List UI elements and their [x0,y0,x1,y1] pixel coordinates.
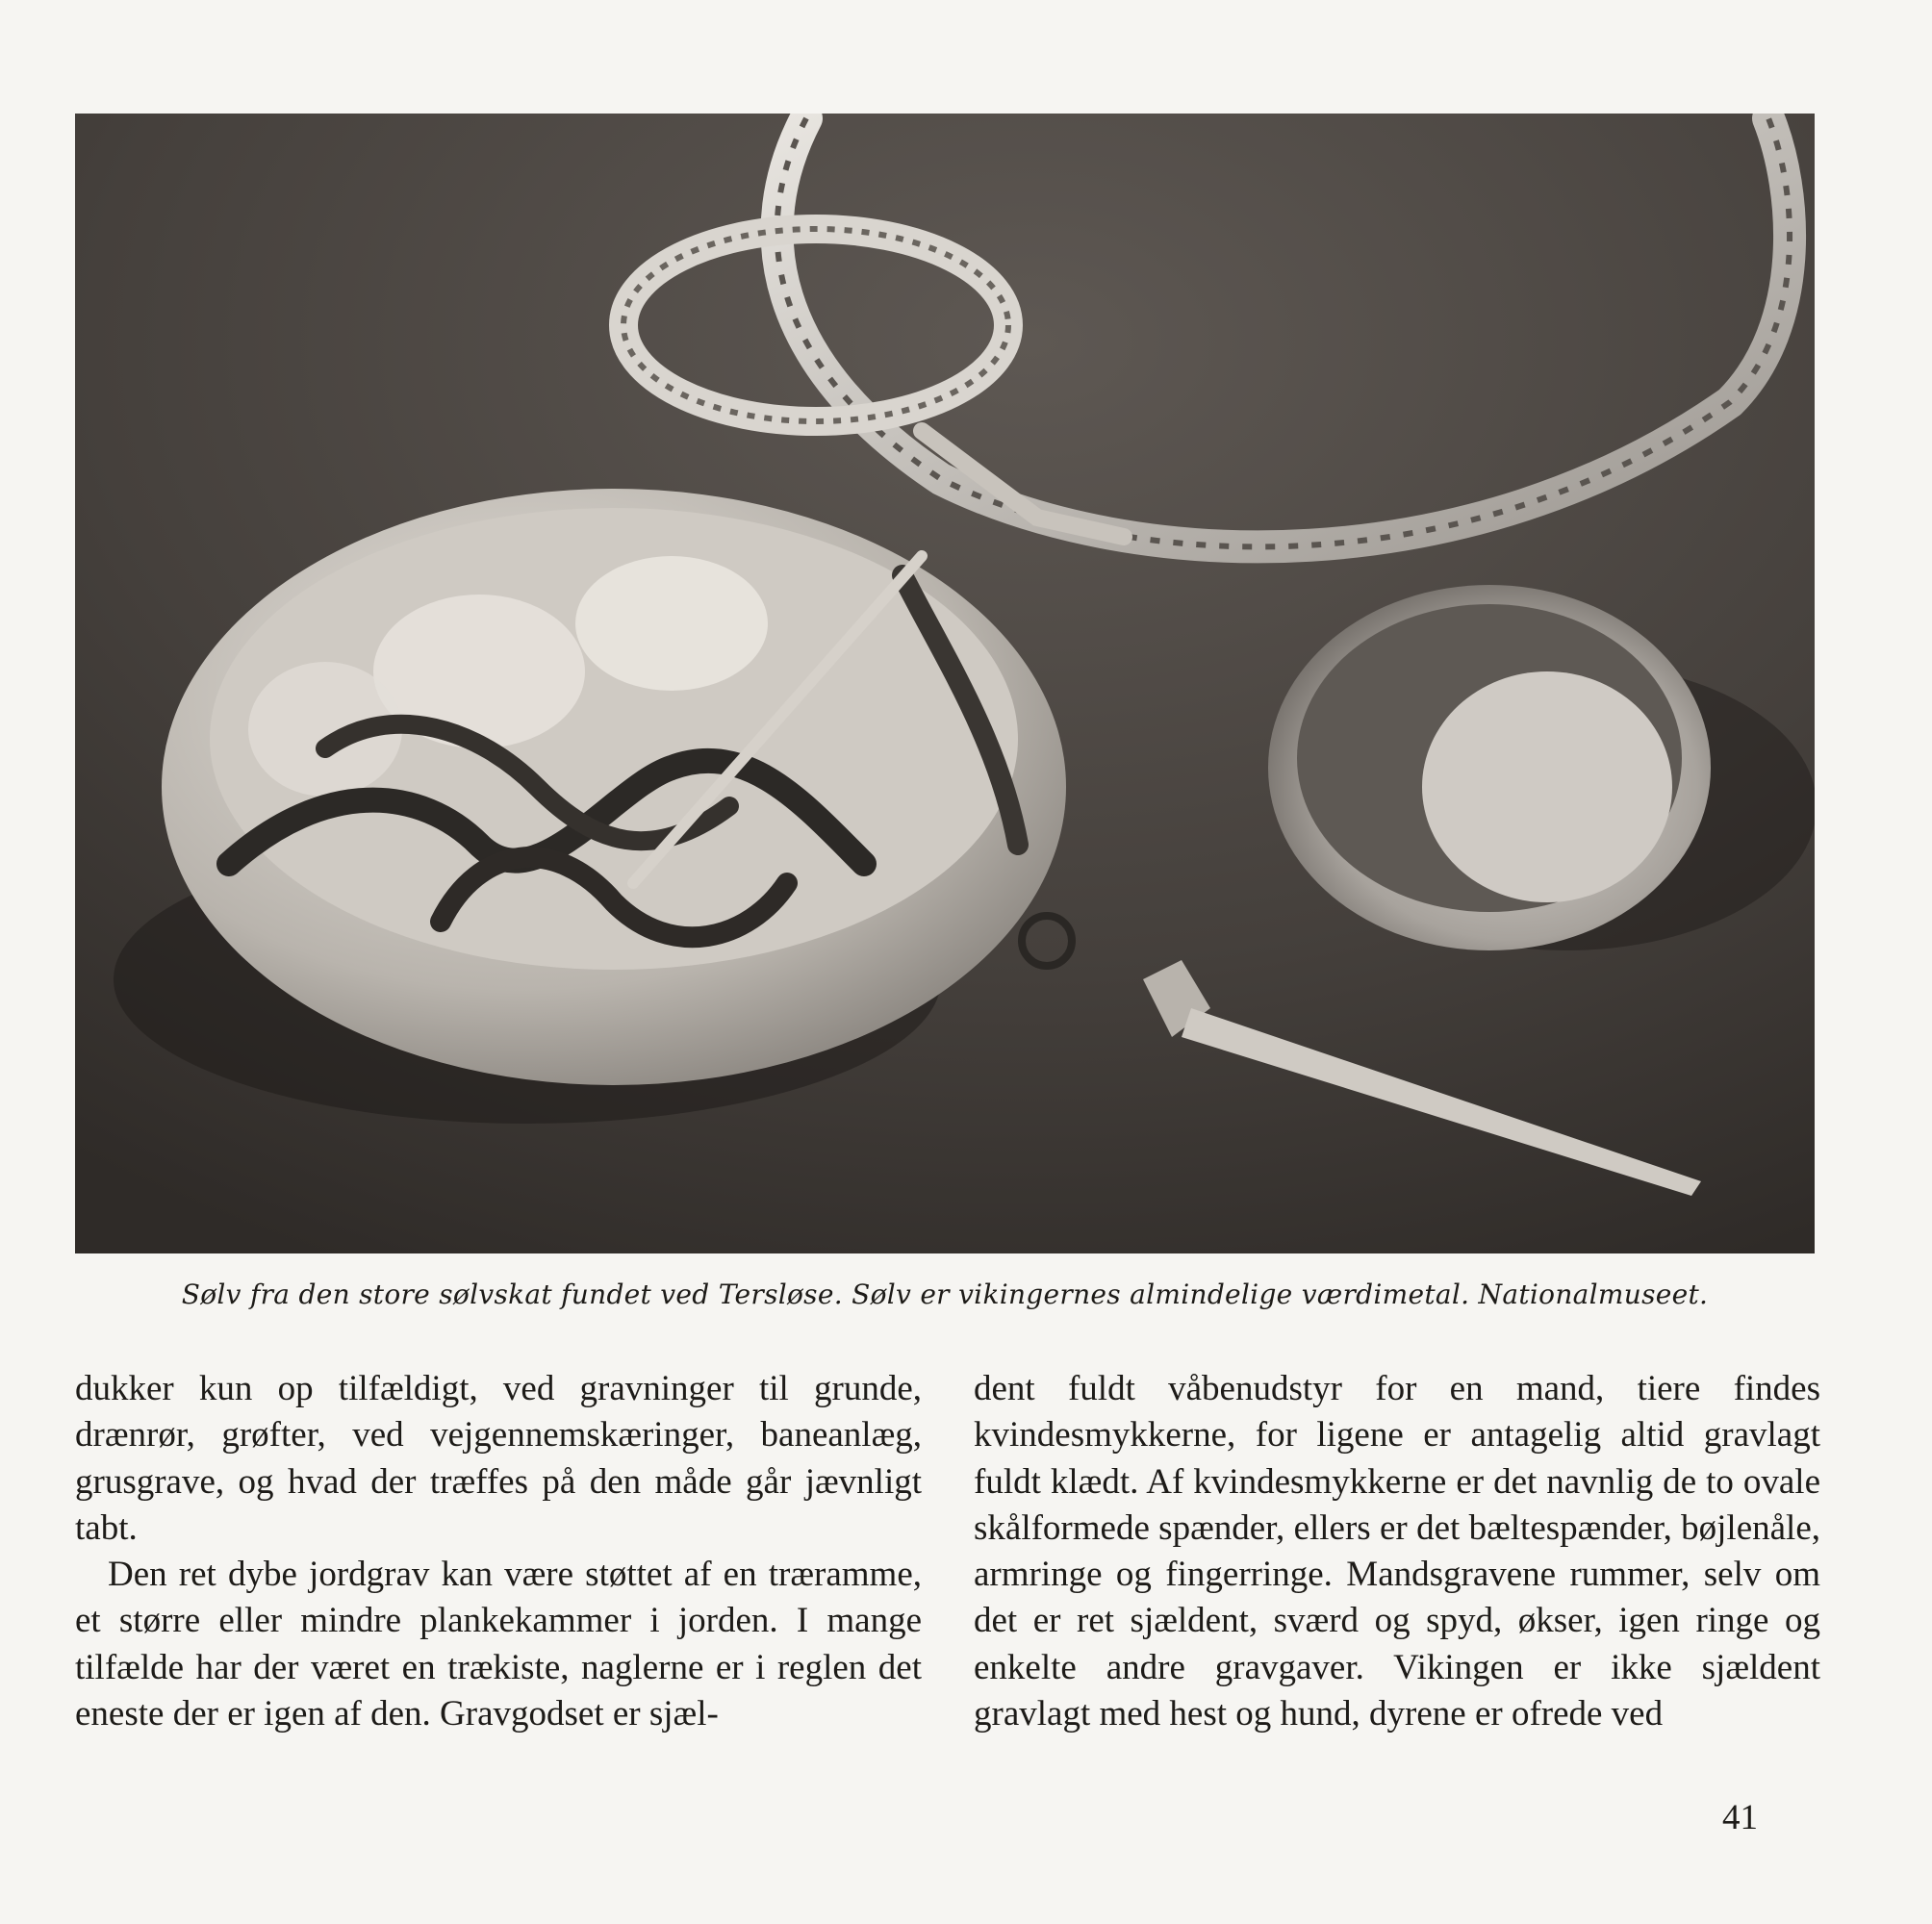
silver-hoard-photo [75,114,1815,1253]
figure-caption: Sølv fra den store sølvskat fundet ved Tersløse. Sølv er vikingernes almindelige værdimetal. Nationalmuseet. [181,1278,1709,1310]
paragraph: dukker kun op tilfældigt, ved gravninger til grunde, drænrør, grøfter, ved vejgennemskæringer, baneanlæg, grusgrave, og hvad der træffes på den måde går jævnligt tabt. [75,1369,922,1548]
paragraph: dent fuldt våbenudstyr for en mand, tiere findes kvindesmykkerne, for ligene er antagelig altid gravlagt fuldt klædt. Af kvindesmykkerne er det navnlig de to ovale skålformede spænder, ellers er det bæltespænder, bøjlenåle, armringe og fingerringe. Mandsgravene rummer, selv om det er ret sjældent, sværd og spyd, økser, igen ringe og enkelte andre gravgaver. Vikingen er ikke sjældent gravlagt med hest og hund, dyrene er ofrede ved [974,1369,1820,1734]
text-column-right [974,1366,1820,1737]
text-column-left [75,1366,922,1737]
page-number: 41 [1722,1798,1758,1837]
paragraph: Den ret dybe jordgrav kan være støttet af en træramme, et større eller mindre plankekammer i jorden. I mange tilfælde har der været en trækiste, naglerne er i reglen det eneste der er igen af den. Gravgodset er sjæl- [75,1555,922,1734]
